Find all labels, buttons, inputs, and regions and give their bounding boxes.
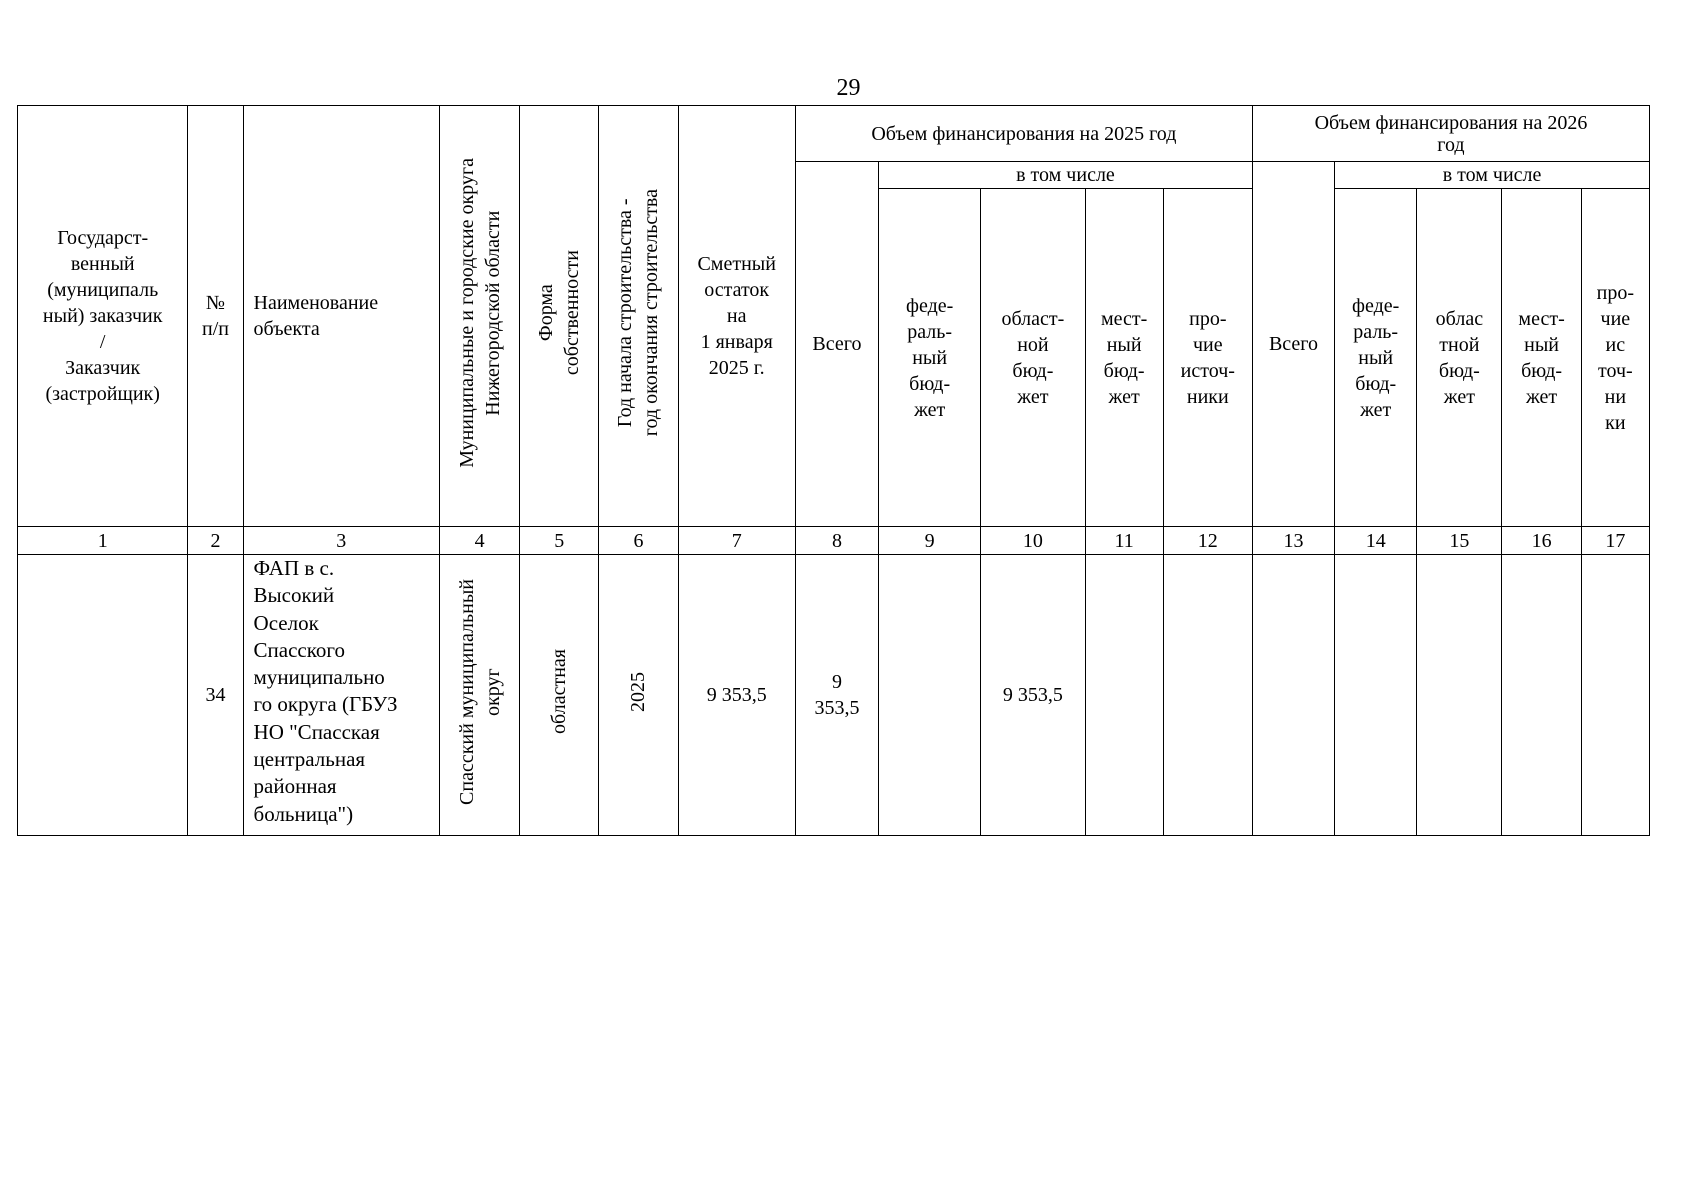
page-number: 29: [836, 75, 861, 101]
header-ownership-cell: [520, 106, 599, 527]
cell-district: Спасский муниципальный округ: [455, 578, 504, 805]
cell-total-2025: 9 353,5: [795, 555, 878, 836]
column-number: 12: [1163, 527, 1252, 555]
cell-district-cell: [440, 555, 520, 836]
header-federal-2025: феде- раль- ный бюд- жет: [879, 189, 981, 527]
cell-ownership-cell: [520, 555, 599, 836]
column-number: 6: [599, 527, 678, 555]
cell-object-name: ФАП в с. Высокий Оселок Спасского муниципально го округа (ГБУЗ НО "Спасская центральная районная больница"): [243, 555, 439, 836]
cell-local-2025: [1085, 555, 1163, 836]
header-other-2026: про- чие ис точ- ни ки: [1581, 189, 1649, 527]
cell-number: 34: [188, 555, 243, 836]
cell-local-2026: [1502, 555, 1581, 836]
header-including-2025: в том числе: [879, 162, 1253, 189]
header-including-2026: в том числе: [1335, 162, 1650, 189]
header-district: Муниципальные и городские округа Нижегородской области: [455, 157, 504, 468]
column-number: 8: [795, 527, 878, 555]
column-number: 3: [243, 527, 439, 555]
header-object-name: Наименование объекта: [243, 106, 439, 527]
financing-table: [17, 105, 1650, 836]
column-number: 2: [188, 527, 243, 555]
cell-federal-2025: [879, 555, 981, 836]
header-local-2025: мест- ный бюд- жет: [1085, 189, 1163, 527]
header-years: Год начала строительства - год окончания строительства: [614, 188, 663, 437]
header-district-cell: [440, 106, 520, 527]
header-years-cell: [599, 106, 678, 527]
header-number: № п/п: [188, 106, 243, 527]
header-group-2025: Объем финансирования на 2025 год: [795, 106, 1252, 162]
cell-other-2026: [1581, 555, 1649, 836]
cell-ownership: областная: [548, 649, 571, 734]
column-number: 5: [520, 527, 599, 555]
column-number: 10: [981, 527, 1085, 555]
header-customer: Государст- венный (муниципаль ный) заказчик / Заказчик (застройщик): [18, 106, 188, 527]
cell-other-2025: [1163, 555, 1252, 836]
header-federal-2026: феде- раль- ный бюд- жет: [1335, 189, 1417, 527]
header-total-2025: Всего: [795, 162, 878, 527]
column-number: 17: [1581, 527, 1649, 555]
column-number: 15: [1417, 527, 1502, 555]
cell-estimate-balance: 9 353,5: [678, 555, 795, 836]
column-number: 4: [440, 527, 520, 555]
header-regional-2025: област- ной бюд- жет: [981, 189, 1085, 527]
column-number: 1: [18, 527, 188, 555]
column-number-row: [18, 527, 1650, 555]
header-ownership: Форма собственности: [535, 249, 584, 376]
header-other-2025: про- чие источ- ники: [1163, 189, 1252, 527]
column-number: 16: [1502, 527, 1581, 555]
header-estimate-balance: Сметный остаток на 1 января 2025 г.: [678, 106, 795, 527]
column-number: 13: [1252, 527, 1334, 555]
cell-years-cell: [599, 555, 678, 836]
cell-total-2026: [1252, 555, 1334, 836]
cell-regional-2025: 9 353,5: [981, 555, 1085, 836]
cell-federal-2026: [1335, 555, 1417, 836]
table-row: [18, 555, 1650, 836]
column-number: 9: [879, 527, 981, 555]
cell-customer: [18, 555, 188, 836]
column-number: 11: [1085, 527, 1163, 555]
header-regional-2026: облас тной бюд- жет: [1417, 189, 1502, 527]
header-total-2026: Всего: [1252, 162, 1334, 527]
cell-years: 2025: [627, 671, 650, 712]
column-number: 14: [1335, 527, 1417, 555]
header-group-2026: Объем финансирования на 2026 год: [1252, 106, 1649, 162]
header-local-2026: мест- ный бюд- жет: [1502, 189, 1581, 527]
column-number: 7: [678, 527, 795, 555]
cell-regional-2026: [1417, 555, 1502, 836]
